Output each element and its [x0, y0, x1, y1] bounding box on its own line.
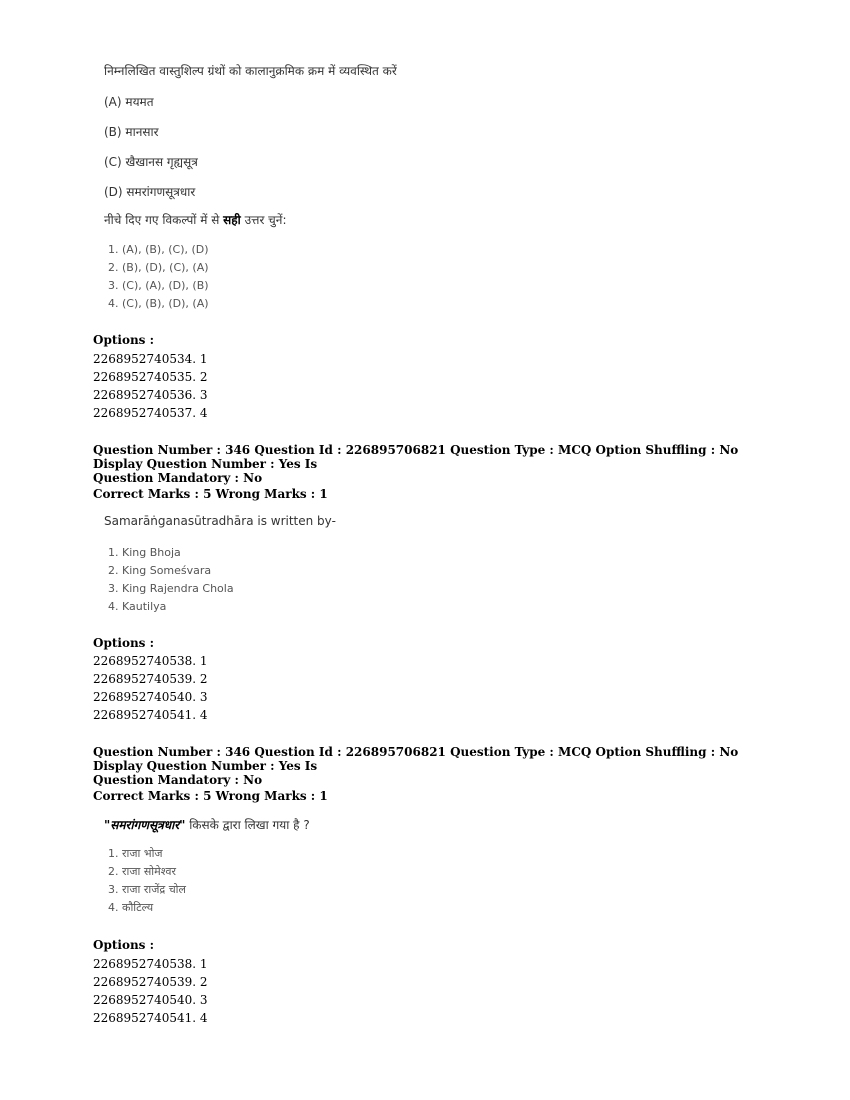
choose-prefix: नीचे दिए गए विकल्पों में से [104, 213, 220, 227]
option-id: 2268952740534. 1 [93, 352, 208, 366]
question-meta-line: Question Mandatory : No [93, 773, 263, 787]
options-label: Options : [93, 333, 155, 347]
option-id-list [93, 955, 208, 1027]
question-prompt-rest: किसके द्वारा लिखा गया है ? [189, 818, 310, 832]
answer-option: 1. King Bhoja [108, 546, 181, 559]
answer-option: 4. (C), (B), (D), (A) [108, 297, 209, 310]
question-prompt-bold: "समरांगणसूत्रधार" [104, 818, 186, 832]
question-prompt [104, 816, 310, 833]
options-label: Options : [93, 938, 155, 952]
question-marks: Correct Marks : 5 Wrong Marks : 1 [93, 487, 328, 501]
question-meta-line: Question Mandatory : No [93, 471, 263, 485]
question-item: (A) मयमत [104, 95, 154, 109]
answer-list [108, 845, 186, 917]
question-meta [93, 745, 773, 803]
choose-bold: सही [223, 213, 241, 227]
question-meta-line: Question Number : 346 Question Id : 226895706821 Question Type : MCQ Option Shuffling : No Display Question Number : Yes Is [93, 745, 739, 773]
option-id-list [93, 350, 208, 422]
question-prompt: निम्नलिखित वास्तुशिल्प ग्रंथों को कालानुक्रमिक क्रम में व्यवस्थित करें [104, 64, 397, 78]
answer-option: 2. राजा सोमेश्वर [108, 865, 176, 878]
answer-option: 3. (C), (A), (D), (B) [108, 279, 209, 292]
option-id: 2268952740538. 1 [93, 654, 208, 668]
answer-option: 2. (B), (D), (C), (A) [108, 261, 209, 274]
question-meta-line: Question Number : 346 Question Id : 226895706821 Question Type : MCQ Option Shuffling : No Display Question Number : Yes Is [93, 443, 739, 471]
answer-option: 2. King Someśvara [108, 564, 212, 577]
choose-suffix: उत्तर चुनें: [244, 213, 287, 227]
answer-option: 3. राजा राजेंद्र चोल [108, 883, 186, 896]
option-id: 2268952740535. 2 [93, 370, 208, 384]
option-id: 2268952740537. 4 [93, 406, 208, 420]
answer-option: 4. कौटिल्य [108, 901, 154, 914]
option-id: 2268952740538. 1 [93, 957, 208, 971]
option-id: 2268952740541. 4 [93, 708, 208, 722]
option-id: 2268952740536. 3 [93, 388, 208, 402]
answer-option: 4. Kautilya [108, 600, 167, 613]
choose-instruction [104, 211, 287, 228]
answer-list [108, 241, 209, 313]
question-item: (D) समरांगणसूत्रधार [104, 185, 196, 199]
answer-option: 3. King Rajendra Chola [108, 582, 234, 595]
option-id: 2268952740539. 2 [93, 975, 208, 989]
option-id-list [93, 652, 208, 724]
question-item: (C) खैखानस गृह्यसूत्र [104, 155, 198, 169]
option-id: 2268952740541. 4 [93, 1011, 208, 1025]
question-meta [93, 443, 773, 501]
answer-list [108, 544, 234, 616]
question-prompt: Samarāṅganasūtradhāra is written by- [104, 514, 336, 528]
option-id: 2268952740540. 3 [93, 690, 208, 704]
question-marks: Correct Marks : 5 Wrong Marks : 1 [93, 789, 328, 803]
options-label: Options : [93, 636, 155, 650]
question-item: (B) मानसार [104, 125, 159, 139]
answer-option: 1. राजा भोज [108, 847, 163, 860]
option-id: 2268952740540. 3 [93, 993, 208, 1007]
option-id: 2268952740539. 2 [93, 672, 208, 686]
answer-option: 1. (A), (B), (C), (D) [108, 243, 209, 256]
